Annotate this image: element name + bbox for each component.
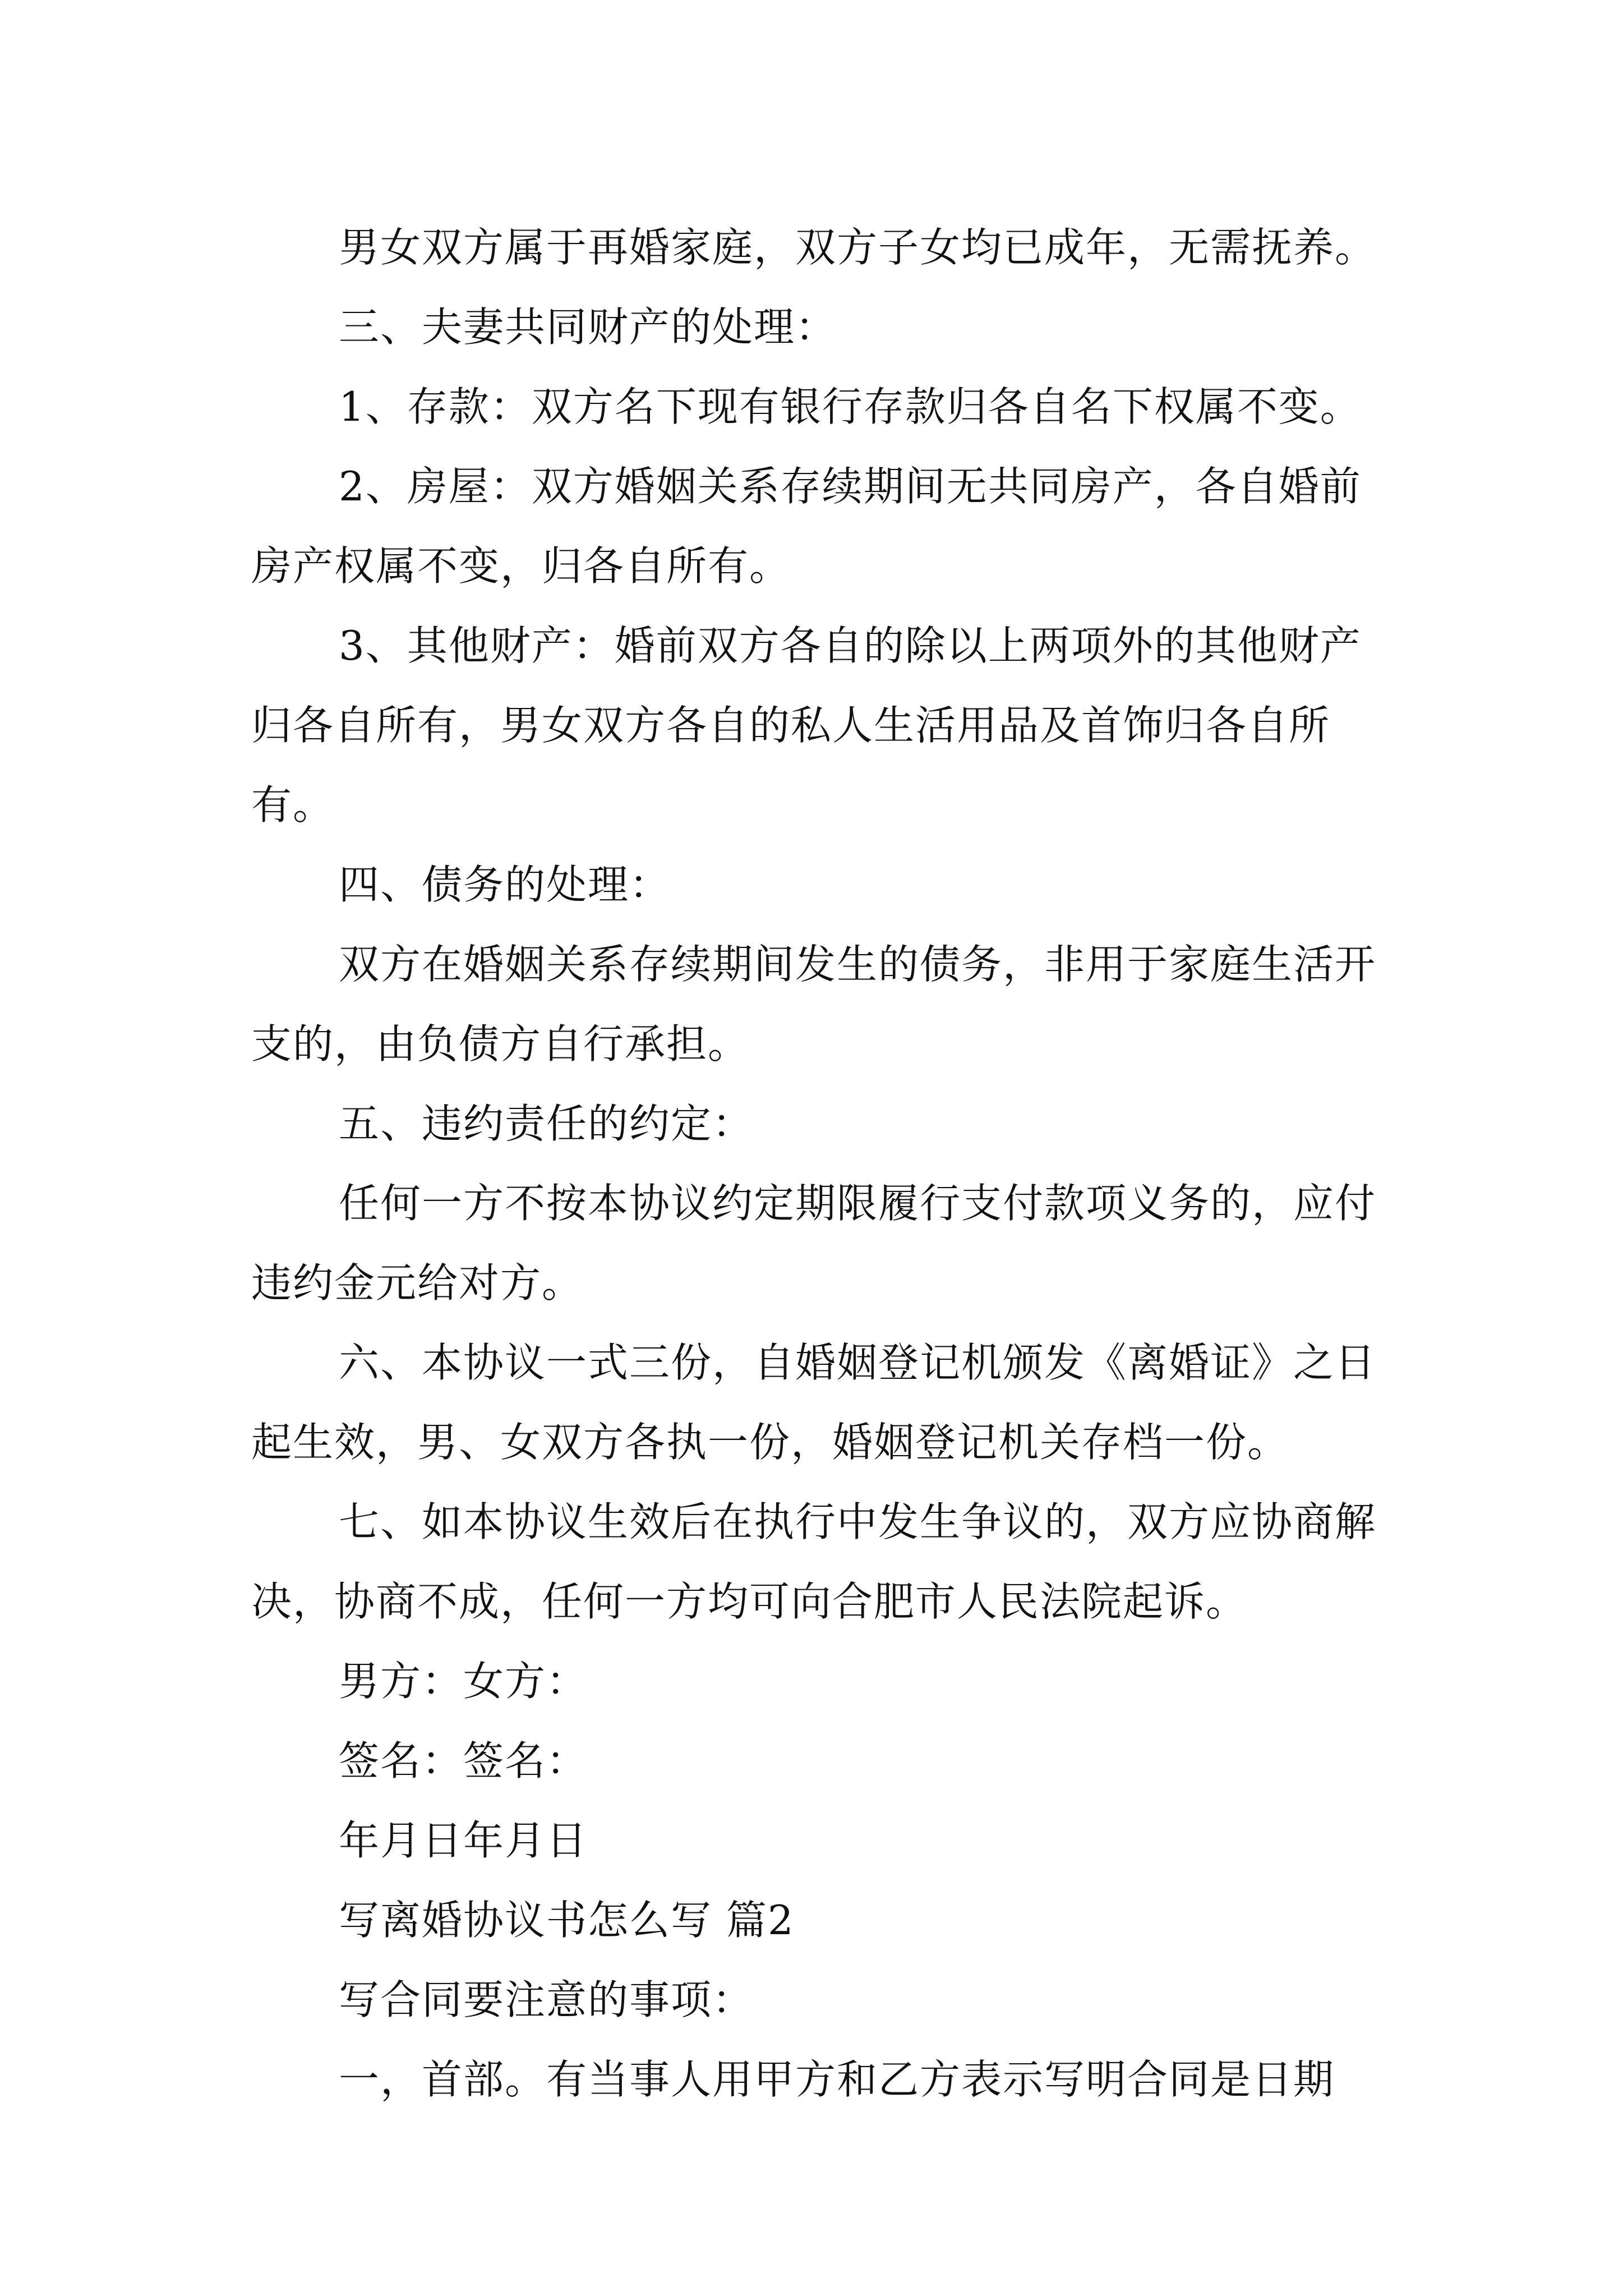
paragraph-housing: 2、房屋：双方婚姻关系存续期间无共同房产，各自婚前房产权属不变，归各自所有。 <box>251 463 1362 590</box>
document-body <box>251 208 1395 2119</box>
section-title-part-2: 写离婚协议书怎么写 篇2 <box>339 1897 795 1944</box>
heading-contract-notes: 写合同要注意的事项： <box>339 1976 754 2023</box>
paragraph-other-property: 3、其他财产：婚前双方各自的除以上两项外的其他财产归各自所有，男女双方各自的私人生活用品及首饰归各自所有。 <box>251 622 1362 829</box>
paragraph-breach-liability: 任何一方不按本协议约定期限履行支付款项义务的，应付违约金元给对方。 <box>251 1180 1377 1306</box>
paragraph-deposits: 1、存款：双方名下现有银行存款归各自名下权属不变。 <box>339 383 1362 430</box>
paragraph-dispute-resolution: 七、如本协议生效后在执行中发生争议的，双方应协商解决，协商不成，任何一方均可向合肥市人民法院起诉。 <box>251 1498 1377 1625</box>
heading-joint-property: 三、夫妻共同财产的处理： <box>339 303 837 351</box>
signature-dates: 年月日年月日 <box>339 1817 588 1864</box>
heading-debts: 四、债务的处理： <box>339 861 671 908</box>
signature-names: 签名：签名： <box>339 1737 588 1784</box>
heading-breach-liability: 五、违约责任的约定： <box>339 1100 754 1147</box>
paragraph-contract-header: 一，首部。有当事人用甲方和乙方表示写明合同是日期 <box>339 2056 1335 2103</box>
signature-parties: 男方：女方： <box>339 1658 588 1705</box>
paragraph-debts: 双方在婚姻关系存续期间发生的债务，非用于家庭生活开支的，由负债方自行承担。 <box>251 941 1377 1068</box>
paragraph-copies-effectiveness: 六、本协议一式三份，自婚姻登记机颁发《离婚证》之日起生效，男、女双方各执一份，婚姻登记机关存档一份。 <box>251 1339 1377 1466</box>
paragraph-remarriage-children: 男女双方属于再婚家庭，双方子女均已成年，无需抚养。 <box>339 224 1377 271</box>
